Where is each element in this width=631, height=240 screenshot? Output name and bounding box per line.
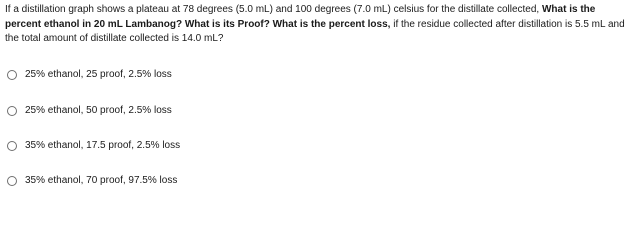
question-part-1: If a distillation graph shows a plateau at 78 degrees (5.0 mL) and 100 degrees (7.0 mL) celsius for the distillate collected, (5, 4, 540, 15)
question-text (5, 3, 627, 47)
radio-button[interactable] (7, 70, 17, 80)
question-part-2-bold: What is the percent ethanol in 20 mL Lambanog? What is its Proof? What is the percent loss, (5, 4, 596, 30)
answer-option-label: 35% ethanol, 70 proof, 97.5% loss (25, 175, 178, 186)
question-part-3: if the residue collected after distillation is 5.5 mL and the total amount of distillate collected is 14.0 mL? (5, 18, 625, 44)
answer-option-label: 35% ethanol, 17.5 proof, 2.5% loss (25, 140, 181, 151)
answer-option-label: 25% ethanol, 50 proof, 2.5% loss (25, 105, 172, 116)
answer-option-1[interactable] (7, 68, 172, 82)
answer-option-3[interactable] (7, 139, 180, 153)
radio-button[interactable] (7, 176, 17, 186)
answer-option-4[interactable] (7, 174, 177, 188)
radio-button[interactable] (7, 141, 17, 151)
answer-option-2[interactable] (7, 104, 172, 118)
radio-button[interactable] (7, 106, 17, 116)
answer-option-label: 25% ethanol, 25 proof, 2.5% loss (25, 69, 172, 80)
